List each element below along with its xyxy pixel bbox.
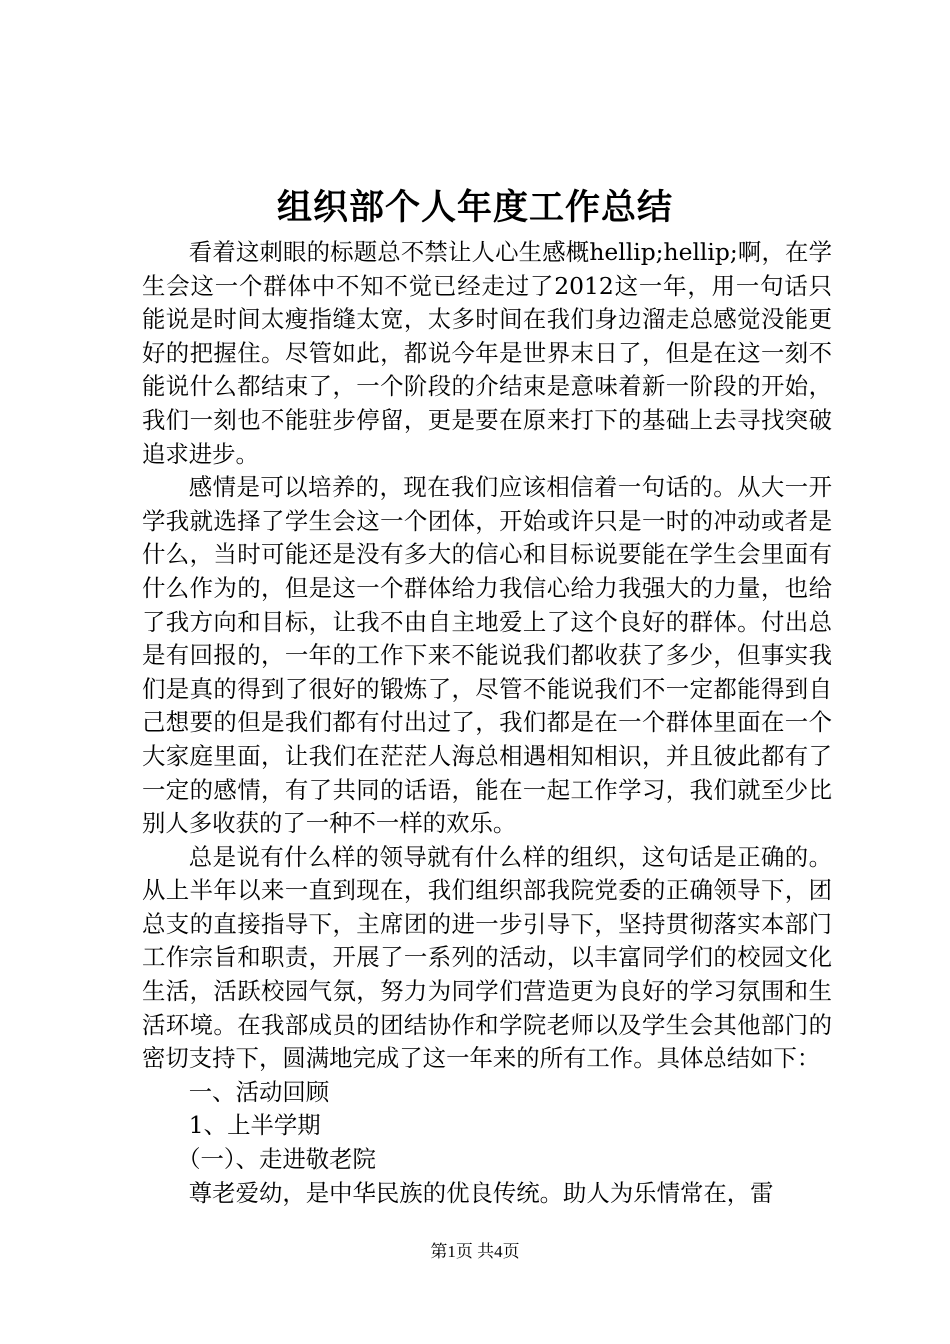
paragraph-intro: 看着这刺眼的标题总不禁让人心生感概hellip;hellip;啊，在学生会这一个群体中不知不觉已经走过了2012这一年，用一句话只能说是时间太瘦指缝太宽，太多时间在我们身边溜走总感觉没能更好的把握住。尽管如此，都说今年是世界末日了，但是在这一刻不能说什么都结束了，一个阶段的介结束是意味着新一阶段的开始，我们一刻也不能驻步停留，更是要在原来打下的基础上去寻找突破追求进步。	[142, 238, 832, 468]
paragraph-feelings: 感情是可以培养的，现在我们应该相信着一句话的。从大一开学我就选择了学生会这一个团体，开始或许只是一时的冲动或者是什么，当时可能还是没有多大的信心和目标说要能在学生会里面有什么作为的，但是这一个群体给力我信心给力我强大的力量，也给了我方向和目标，让我不由自主地爱上了这个良好的群体。付出总是有回报的，一年的工作下来不能说我们都收获了多少，但事实我们是真的得到了很好的锻炼了，尽管不能说我们不一定都能得到自己想要的但是我们都有付出过了，我们都是在一个群体里面在一个大家庭里面，让我们在茫茫人海总相遇相知相识，并且彼此都有了一定的感情，有了共同的话语，能在一起工作学习，我们就至少比别人多收获的了一种不一样的欢乐。	[142, 473, 832, 838]
item-heading-nursing-home: （一）、走进敬老院	[177, 1145, 376, 1174]
paragraph-respect-elders: 尊老爱幼，是中华民族的优良传统。助人为乐情常在，雷	[188, 1178, 774, 1207]
document-body	[142, 236, 832, 1210]
document-title: 组织部个人年度工作总结	[276, 187, 673, 228]
paragraph-leadership: 总是说有什么样的领导就有什么样的组织，这句话是正确的。从上半年以来一直到现在，我们组织部我院党委的正确领导下，团总支的直接指导下，主席团的进一步引导下，坚持贯彻落实本部门工作宗旨和职责，开展了一系列的活动，以丰富同学们的校园文化生活，活跃校园气氛，努力为同学们营造更为良好的学习氛围和生活环境。在我部成员的团结协作和学院老师以及学生会其他部门的密切支持下，圆满地完成了这一年来的所有工作。具体总结如下：	[142, 842, 832, 1073]
subsection-heading-first-semester: 1、上半学期	[188, 1111, 321, 1140]
section-heading-activity-review: 一、活动回顾	[188, 1077, 330, 1106]
page-footer: 第1页 共4页	[430, 1242, 520, 1261]
